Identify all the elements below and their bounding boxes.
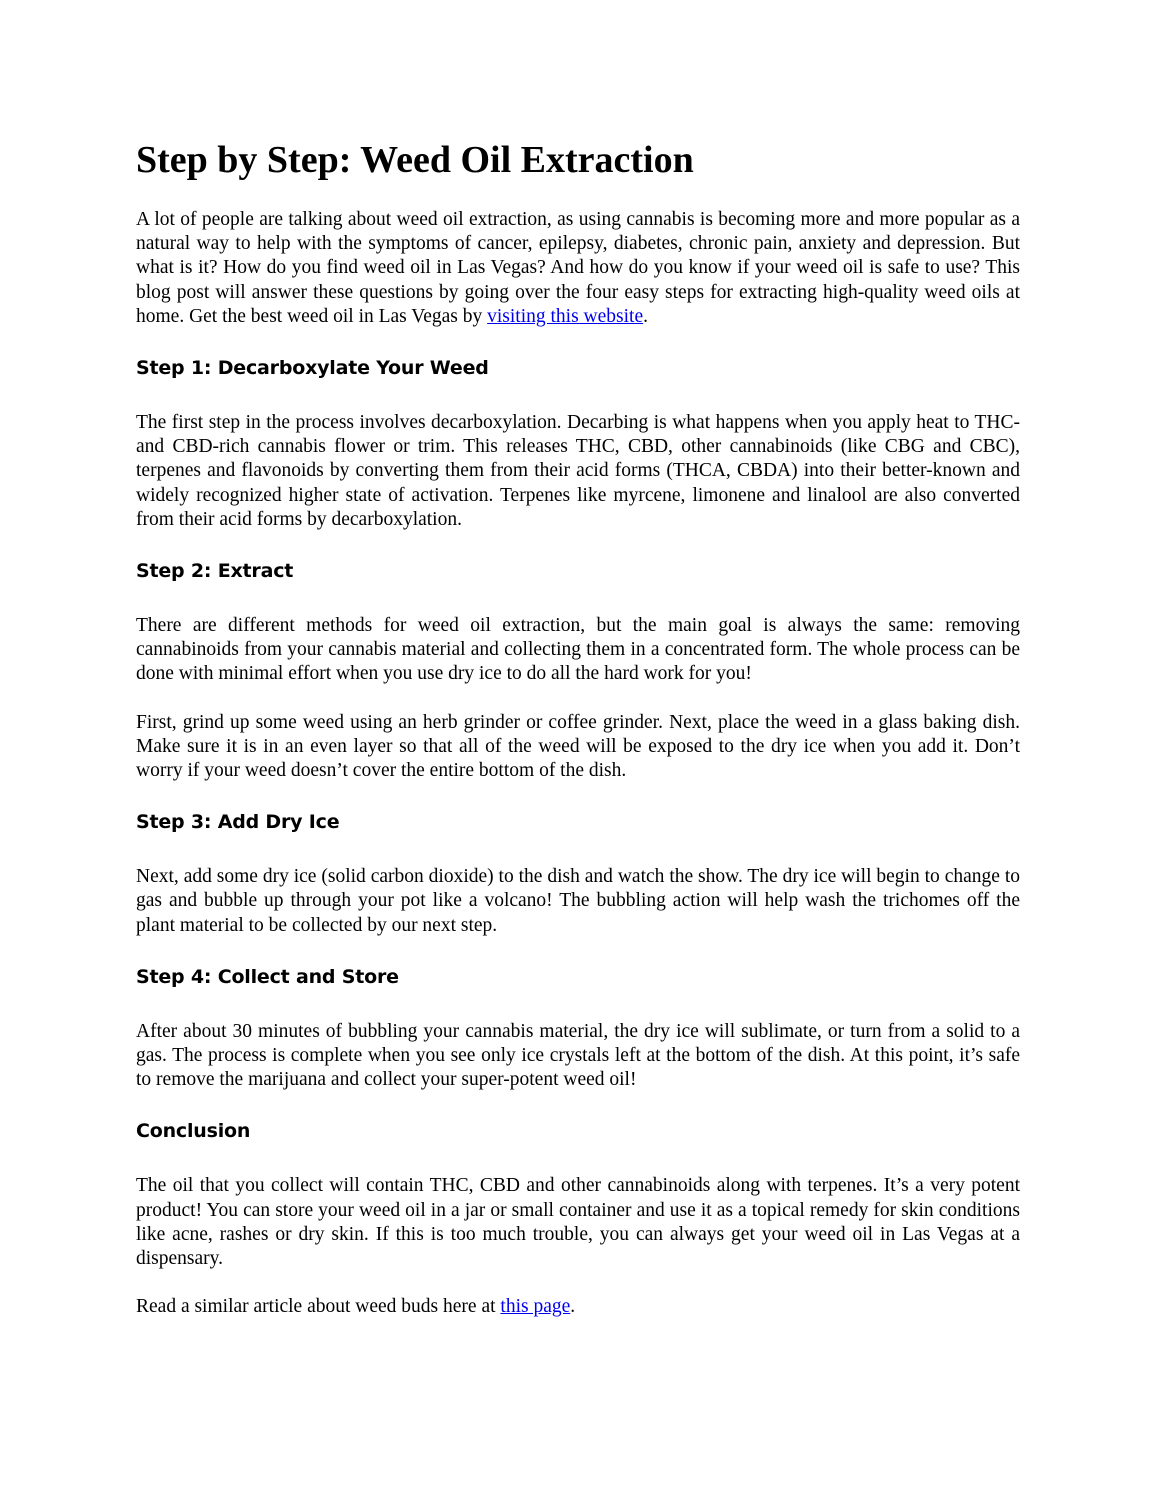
closing-end: . [570,1296,576,1318]
page-title: Step by Step: Weed Oil Extraction [136,139,694,181]
step-3-heading: Step 3: Add Dry Ice [136,811,340,834]
step-2-paragraph-2: First, grind up some weed using an herb grinder or coffee grinder. Next, place the weed in a glass baking dish. Make sure it is in an even layer so that all of the weed will be exposed to the dry ice when you add it. Don’t worry if your weed doesn’t cover the entire bottom of the dish. [136,711,1020,782]
step-1-paragraph: The first step in the process involves decarboxylation. Decarbing is what happens when you apply heat to THC- and CBD-rich cannabis flower or trim. This releases THC, CBD, other cannabinoids (like CBG and CBC), terpenes and flavonoids by converting them from their acid forms (THCA, CBDA) into their better-known and widely recognized higher state of activation. Terpenes like myrcene, limonene and linalool are also converted from their acid forms by decarboxylation. [136,412,1020,530]
step-2-paragraph-1: There are different methods for weed oil extraction, but the main goal is always the same: removing cannabinoids from your cannabis material and collecting them in a concentrated form. The whole process can be done with minimal effort when you use dry ice to do all the hard work for you! [136,615,1020,685]
step-3-paragraph: Next, add some dry ice (solid carbon dioxide) to the dish and watch the show. The dry ice will begin to change to gas and bubble up through your pot like a volcano! The bubbling action will help wash the trichomes off the plant material to be collected by our next step. [136,866,1020,936]
step-4-heading: Step 4: Collect and Store [136,965,399,988]
closing-text: Read a similar article about weed buds here at [136,1296,501,1318]
step-4-paragraph: After about 30 minutes of bubbling your cannabis material, the dry ice will sublimate, or turn from a solid to a gas. The process is complete when you see only ice crystals left at the bottom of the dish. At this point, it’s safe to remove the marijuana and collect your super-potent weed oil! [136,1020,1020,1091]
intro-paragraph [136,208,1020,329]
conclusion-paragraph: The oil that you collect will contain THC, CBD and other cannabinoids along with terpenes. It’s a very potent product! You can store your weed oil in a jar or small container and use it as a topical remedy for skin conditions like acne, rashes or dry skin. If this is too much trouble, you can always get your weed oil in Las Vegas at a dispensary. [136,1175,1020,1270]
conclusion-heading: Conclusion [136,1120,251,1143]
this-page-link[interactable]: this page [500,1296,571,1318]
intro-end: . [643,305,648,327]
document-page [136,138,1020,1319]
step-1-heading: Step 1: Decarboxylate Your Weed [136,357,489,380]
step-2-heading: Step 2: Extract [136,560,294,583]
closing-paragraph [136,1295,1020,1319]
intro-text: A lot of people are talking about weed oil extraction, as using cannabis is becoming more and more popular as a natural way to help with the symptoms of cancer, epilepsy, diabetes, chronic pain, anxiety and depression. But what is it? How do you find weed oil in Las Vegas? And how do you know if your weed oil is safe to use? This blog post will answer these questions by going over the four easy steps for extracting high-quality weed oils at home. Get the best weed oil in Las Vegas by [136,209,1020,327]
visiting-website-link[interactable]: visiting this website [487,305,644,327]
